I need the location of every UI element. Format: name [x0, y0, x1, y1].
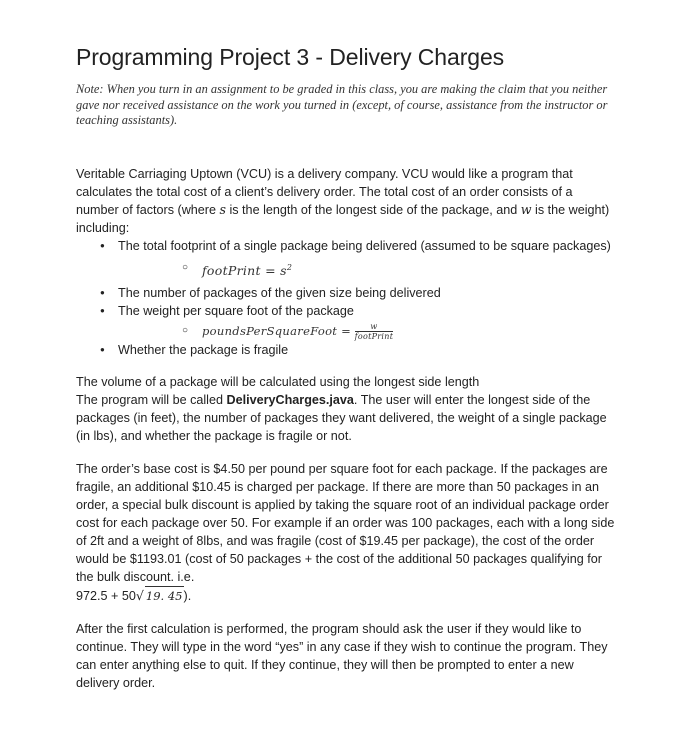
footprint-text: The total footprint of a single package being delivered (assumed to be square packages) [118, 238, 611, 253]
fraction-denominator: footPrint [354, 331, 394, 341]
factor-list [76, 237, 616, 359]
academic-note: Note: When you turn in an assignment to be graded in this class, you are making the claim that you neither gave nor received assistance on the work you turned in (except, of course, assistance from the instructor or teaching assistants). [76, 82, 608, 127]
document [76, 42, 616, 692]
weight-text: The weight per square foot of the package [118, 303, 354, 318]
footprint-formula-item [118, 259, 616, 280]
pounds-fraction [355, 322, 394, 341]
program-paragraph [76, 373, 616, 445]
intro-text-1: Veritable Carriaging Uptown (VCU) is a delivery company. VCU would like a program that calculates the total cost of a client’s delivery order. The total cost of an order consists of a number of factors (where [76, 166, 573, 217]
file-name: DeliveryCharges.java [226, 392, 354, 407]
cost-expr-prefix: 972.5 + 50 [76, 588, 136, 603]
list-item-count: ● The number of packages of the given size being delivered [76, 284, 616, 302]
cost-text: The order’s base cost is $4.50 per pound per square foot for each package. If the packages are fragile, an additional $10.45 is charged per package. If there are more than 50 packages in an order, a special bulk discount is applied by taking the square root of an individual package order cost for each package over 50. For example if an order was 100 packages, each with a long side of 2ft and a weight of 8lbs, and was fragile (cost of $19.45 per package), the cost of the order would be $1193.01 (cost of 50 packages + the cost of the additional 50 packages qualifying for the bulk discount. i.e. [76, 461, 615, 584]
intro-paragraph [76, 165, 616, 237]
list-item-weight [76, 302, 616, 341]
page-title: Programming Project 3 - Delivery Charges [76, 44, 505, 70]
sqrt-symbol: √ [135, 587, 144, 603]
volume-line: The volume of a package will be calculated using the longest side length [76, 374, 480, 389]
pounds-formula: poundsPerSquareFoot = [202, 323, 352, 338]
footprint-formula [202, 263, 292, 278]
footprint-formula-text: footPrint = s [202, 262, 287, 278]
list-item-footprint [76, 237, 616, 280]
program-text-2: . The user will enter the longest side of the packages (in feet), the number of packages they want delivered, the weight of a single package (in lbs), and whether the package is fragile or not. [76, 392, 607, 443]
sqrt-value: 19. 45 [145, 586, 184, 605]
fraction-numerator: w [355, 322, 394, 332]
cost-expr-suffix: ). [183, 588, 192, 603]
footprint-exponent: 2 [286, 262, 293, 272]
var-w: w [520, 201, 532, 217]
intro-text-2: is the length of the longest side of the package, and [225, 202, 521, 217]
intro-text-3: is the weight) including: [76, 202, 610, 235]
pounds-formula-item [118, 322, 616, 341]
var-s: s [219, 201, 226, 217]
list-item-fragile: ● Whether the package is fragile [76, 341, 616, 359]
cost-paragraph [76, 460, 616, 605]
continue-paragraph: After the first calculation is performed, the program should ask the user if they would like to continue. They will type in the word “yes” in any case if they wish to continue the program. They can enter anything else to quit. If they continue, they will then be prompted to enter a new delivery order. [76, 621, 608, 690]
program-text-1: The program will be called [76, 392, 227, 407]
